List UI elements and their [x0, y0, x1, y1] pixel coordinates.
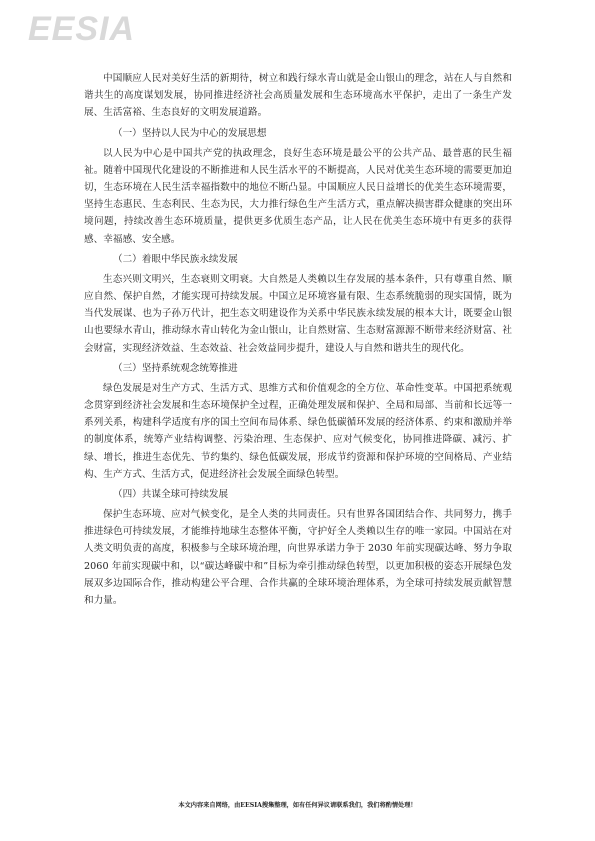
intro-paragraph: 中国顺应人民对美好生活的新期待，树立和践行绿水青山就是金山银山的理念，站在人与自然和谐共生的高度谋划发展，协同推进经济社会高质量发展和生态环境高水平保护，走出了一条生产发展、生活富裕、生态良好的文明发展道路。	[84, 73, 512, 119]
section-systems-thinking	[84, 360, 512, 483]
section-paragraph: 以人民为中心是中国共产党的执政理念，良好生态环境是最公平的公共产品、最普惠的民生福祉。随着中国现代化建设的不断推进和人民生活水平的不断提高，人民对优美生态环境的需要更加迫切，生态环境在人民生活幸福指数中的地位不断凸显。中国顺应人民日益增长的优美生态环境需要，坚持生态惠民、生态利民、生态为民，大力推行绿色生产生活方式，重点解决损害群众健康的突出环境问题，持续改善生态环境质量，提供更多优质生态产品，让人民在优美生态环境中有更多的获得感、幸福感、安全感。	[84, 147, 512, 245]
section-people-centered	[84, 125, 512, 248]
section-heading: （三）坚持系统观念统筹推进	[113, 362, 238, 374]
section-global-cooperation	[84, 486, 512, 609]
section-paragraph: 生态兴则文明兴，生态衰则文明衰。大自然是人类赖以生存发展的基本条件，只有尊重自然、顺应自然、保护自然，才能实现可持续发展。中国立足环境容量有限、生态系统脆弱的现实国情，既为当代发展谋、也为子孙万代计，把生态文明建设作为关系中华民族永续发展的根本大计，既要金山银山也要绿水青山，推动绿水青山转化为金山银山，让自然财富、生态财富源源不断带来经济财富、社会财富，实现经济效益、生态效益、社会效益同步提升，建设人与自然和谐共生的现代化。	[84, 273, 512, 354]
document-body	[84, 70, 512, 609]
section-heading: （二）着眼中华民族永续发展	[113, 253, 238, 265]
section-sustainable-development	[84, 251, 512, 357]
eesia-logo: EESIA	[28, 10, 136, 48]
section-paragraph: 绿色发展是对生产方式、生活方式、思维方式和价值观念的全方位、革命性变革。中国把系统观念贯穿到经济社会发展和生态环境保护全过程，正确处理发展和保护、全局和局部、当前和长远等一系列关系，构建科学适度有序的国土空间布局体系、绿色低碳循环发展的经济体系、约束和激励并举的制度体系，统筹产业结构调整、污染治理、生态保护、应对气候变化，协同推进降碳、减污、扩绿、增长，推进生态优先、节约集约、绿色低碳发展，形成节约资源和保护环境的空间格局、产业结构、生产方式、生活方式，促进经济社会发展全面绿色转型。	[84, 382, 512, 480]
section-heading: （一）坚持以人民为中心的发展思想	[113, 127, 267, 139]
section-paragraph: 保护生态环境、应对气候变化，是全人类的共同责任。只有世界各国团结合作、共同努力，携手推进绿色可持续发展，才能维持地球生态整体平衡，守护好全人类赖以生存的唯一家园。中国站在对人类文明负责的高度，积极参与全球环境治理，向世界承诺力争于 2030 年前实现碳达峰、努力争取 2060 年前实现碳中和，以“碳达峰碳中和”目标为牵引推动绿色转型，以更加积极的姿态开展绿色发展双多边国际合作，推动构建公平合理、合作共赢的全球环境治理体系，为全球可持续发展贡献智慧和力量。	[84, 509, 512, 607]
footer-disclaimer: 本文内容来自网络，由EESIA搜集整理，如有任何异议请联系我们，我们将酌情处理！	[178, 802, 417, 809]
section-heading: （四）共谋全球可持续发展	[113, 489, 229, 501]
